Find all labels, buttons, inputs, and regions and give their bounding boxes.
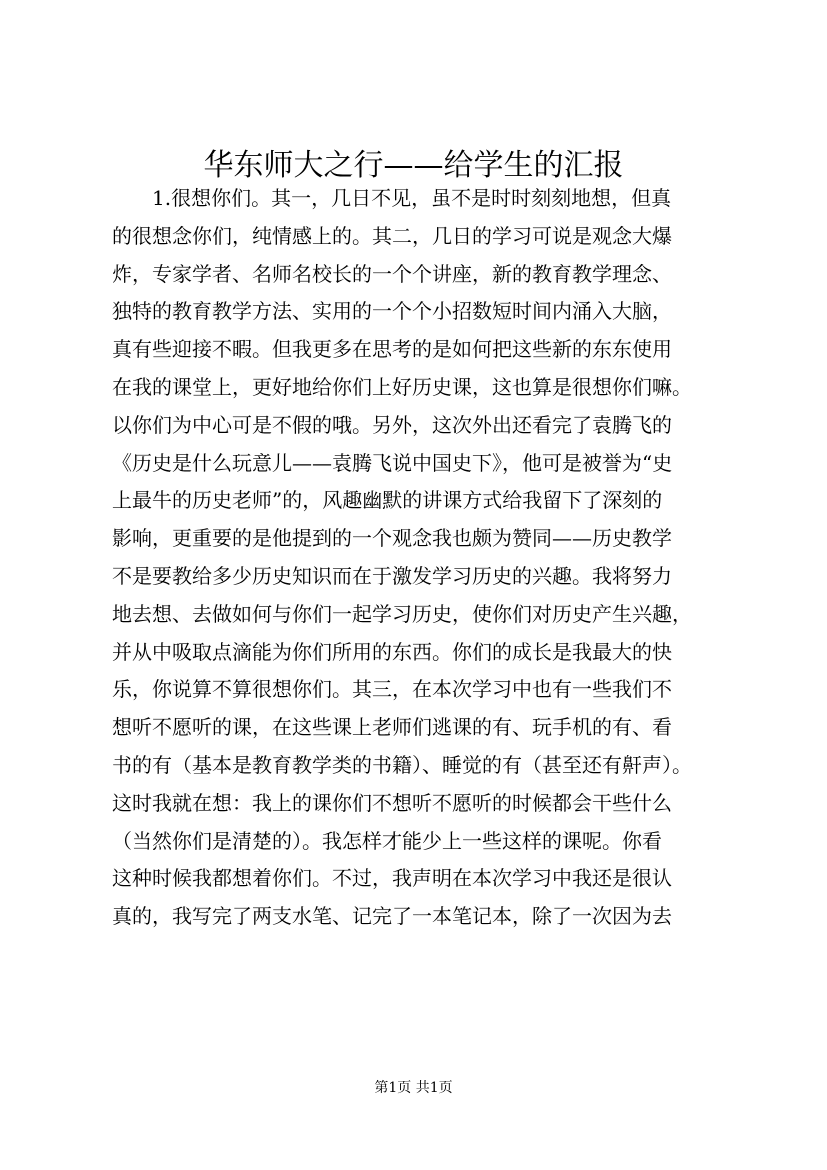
body-line: 以你们为中心可是不假的哦。另外，这次外出还看完了袁腾飞的 <box>112 412 672 437</box>
body-line: 乐，你说算不算很想你们。其三，在本次学习中也有一些我们不 <box>112 677 672 702</box>
body-line: 想听不愿听的课，在这些课上老师们逃课的有、玩手机的有、看 <box>112 715 672 740</box>
page-number-footer: 第1页 共1页 <box>374 1080 453 1096</box>
body-line: 并从中吸取点滴能为你们所用的东西。你们的成长是我最大的快 <box>112 639 672 664</box>
body-line: 这种时候我都想着你们。不过，我声明在本次学习中我还是很认 <box>112 866 672 891</box>
body-line: 这时我就在想：我上的课你们不想听不愿听的时候都会干些什么 <box>112 790 672 815</box>
body-line: 在我的课堂上，更好地给你们上好历史课，这也算是很想你们嘛。 <box>112 374 692 399</box>
body-line: 影响，更重要的是他提到的一个观念我也颇为赞同——历史教学 <box>112 526 672 551</box>
body-line: 独特的教育教学方法、实用的一个个小招数短时间内涌入大脑， <box>112 299 672 324</box>
body-line: 炸，专家学者、名师名校长的一个个讲座，新的教育教学理念、 <box>112 261 672 286</box>
body-line: 真的，我写完了两支水笔、记完了一本笔记本，除了一次因为去 <box>112 904 672 929</box>
document-body <box>112 180 752 936</box>
body-line: 真有些迎接不暇。但我更多在思考的是如何把这些新的东东使用 <box>112 337 672 362</box>
body-line: （当然你们是清楚的）。我怎样才能少上一些这样的课呢。你看 <box>112 828 662 853</box>
body-line: 的很想念你们，纯情感上的。其二，几日的学习可说是观念大爆 <box>112 223 672 248</box>
body-line: 1.很想你们。其一，几日不见，虽不是时时刻刻地想，但真 <box>152 186 672 210</box>
body-line: 书的有（基本是教育教学类的书籍）、睡觉的有（甚至还有鼾声）。 <box>112 752 692 777</box>
body-line: 不是要教给多少历史知识而在于激发学习历史的兴趣。我将努力 <box>112 563 672 588</box>
document-title: 华东师大之行——给学生的汇报 <box>203 148 624 183</box>
body-line: 地去想、去做如何与你们一起学习历史，使你们对历史产生兴趣， <box>112 601 692 626</box>
body-line: 《历史是什么玩意儿——袁腾飞说中国史下》，他可是被誉为“史 <box>112 450 673 475</box>
body-line: 上最牛的历史老师”的，风趣幽默的讲课方式给我留下了深刻的 <box>112 488 663 513</box>
